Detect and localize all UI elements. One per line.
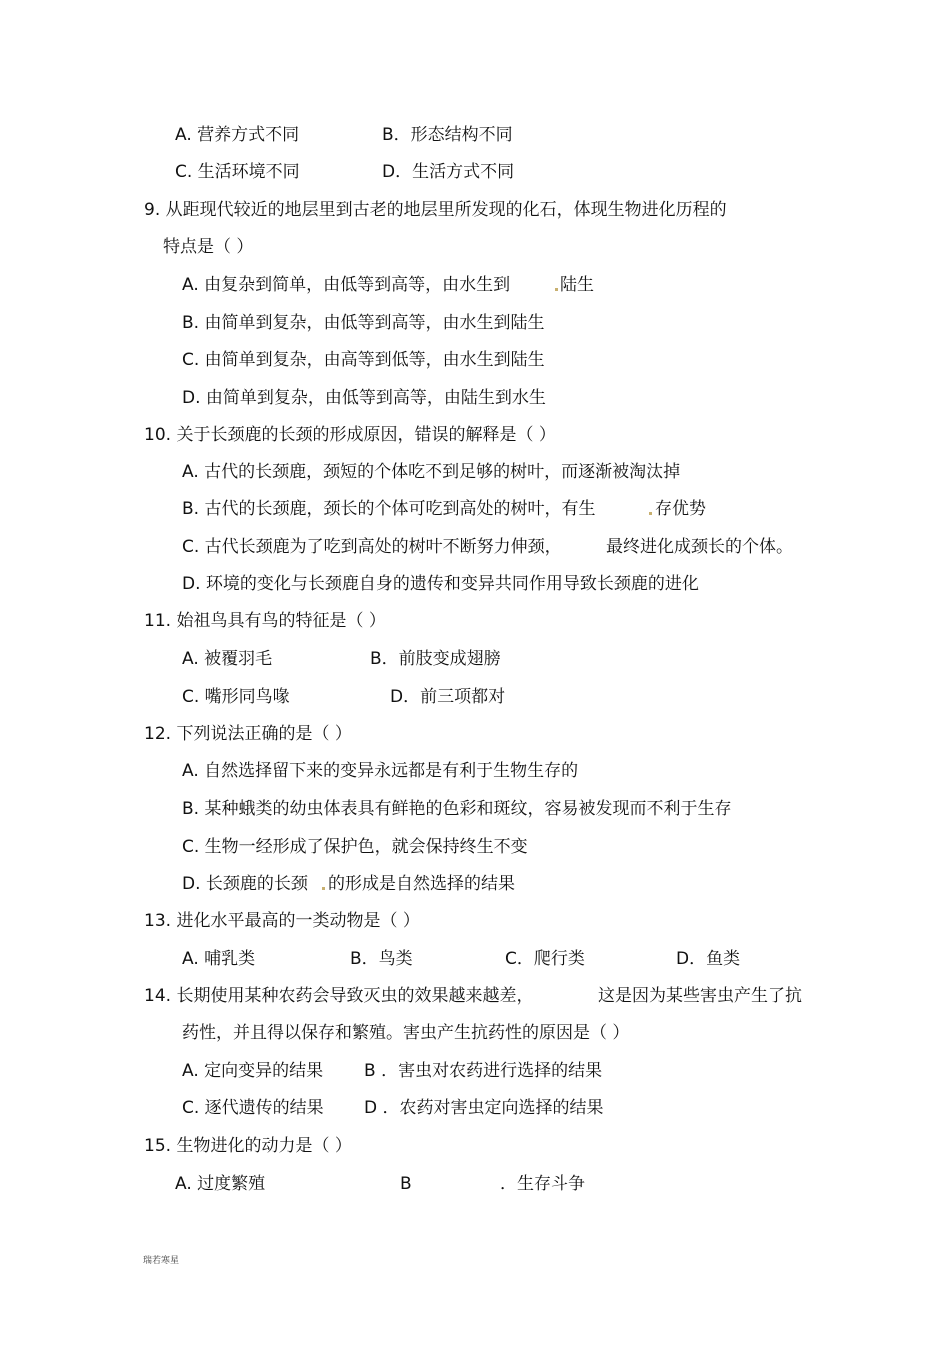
text-line: C. 生物一经形成了保护色，就会保持终生不变 [182,837,528,857]
text-line: 药性，并且得以保存和繁殖。害虫产生抗药性的原因是（ ） [182,1023,630,1043]
text-line: B. 某种蛾类的幼虫体表具有鲜艳的色彩和斑纹，容易被发现而不利于生存 [182,799,732,819]
text-line: C. 古代长颈鹿为了吃到高处的树叶不断努力伸颈， [182,537,562,557]
text-line: C. 生活环境不同 [175,162,300,182]
text-line: C. 嘴形同鸟喙 [182,687,290,707]
text-line: A. 过度繁殖 [175,1174,266,1194]
text-line: B．形态结构不同 [382,125,513,145]
text-line: 的形成是自然选择的结果 [328,874,515,894]
text-line: B. 由简单到复杂，由低等到高等，由水生到陆生 [182,313,545,333]
text-line: 12. 下列说法正确的是（ ） [144,724,352,744]
text-line: 9. 从距现代较近的地层里到古老的地层里所发现的化石，体现生物进化历程的 [144,200,727,220]
text-line: 特点是（ ） [163,237,254,257]
page-footer: 瑞若寒星 [143,1256,180,1266]
text-line: B．鸟类 [350,949,413,969]
text-line: D. 由简单到复杂，由低等到高等，由陆生到水生 [182,388,546,408]
text-line: 存优势 [655,499,706,519]
text-line: 陆生 [560,275,594,295]
text-line: B．前肢变成翅膀 [370,649,501,669]
text-line: 15. 生物进化的动力是（ ） [144,1136,352,1156]
text-line: 11. 始祖鸟具有鸟的特征是（ ） [144,611,386,631]
text-line: 14. 长期使用某种农药会导致灭虫的效果越来越差， [144,986,534,1006]
ink-speck [322,887,325,890]
text-line: B [400,1174,412,1194]
ink-speck [649,512,652,515]
text-line: ．生存斗争 [500,1174,585,1194]
text-line: D. 长颈鹿的长颈 [182,874,308,894]
text-line: D ．农药对害虫定向选择的结果 [364,1098,604,1118]
text-line: A. 自然选择留下来的变异永远都是有利于生物生存的 [182,761,579,781]
text-line: A. 由复杂到简单，由低等到高等，由水生到 [182,275,511,295]
text-line: C. 由简单到复杂，由高等到低等，由水生到陆生 [182,350,545,370]
text-line: C．爬行类 [505,949,585,969]
text-line: A. 营养方式不同 [175,125,300,145]
text-line: D．生活方式不同 [382,162,515,182]
text-line: A. 哺乳类 [182,949,256,969]
text-line: 这是因为某些害虫产生了抗 [598,986,802,1006]
text-line: 13. 进化水平最高的一类动物是（ ） [144,911,420,931]
text-line: D．鱼类 [676,949,741,969]
text-line: B ．害虫对农药进行选择的结果 [364,1061,603,1081]
text-line: 10. 关于长颈鹿的长颈的形成原因，错误的解释是（ ） [144,425,556,445]
text-line: A. 古代的长颈鹿，颈短的个体吃不到足够的树叶，而逐渐被淘汰掉 [182,462,681,482]
text-line: D. 环境的变化与长颈鹿自身的遗传和变异共同作用导致长颈鹿的进化 [182,574,699,594]
ink-speck [555,288,558,291]
text-line: C. 逐代遗传的结果 [182,1098,324,1118]
text-line: D．前三项都对 [390,687,506,707]
text-line: A. 被覆羽毛 [182,649,273,669]
text-line: B. 古代的长颈鹿，颈长的个体可吃到高处的树叶，有生 [182,499,596,519]
text-line: A. 定向变异的结果 [182,1061,324,1081]
text-line: 最终进化成颈长的个体。 [606,537,793,557]
